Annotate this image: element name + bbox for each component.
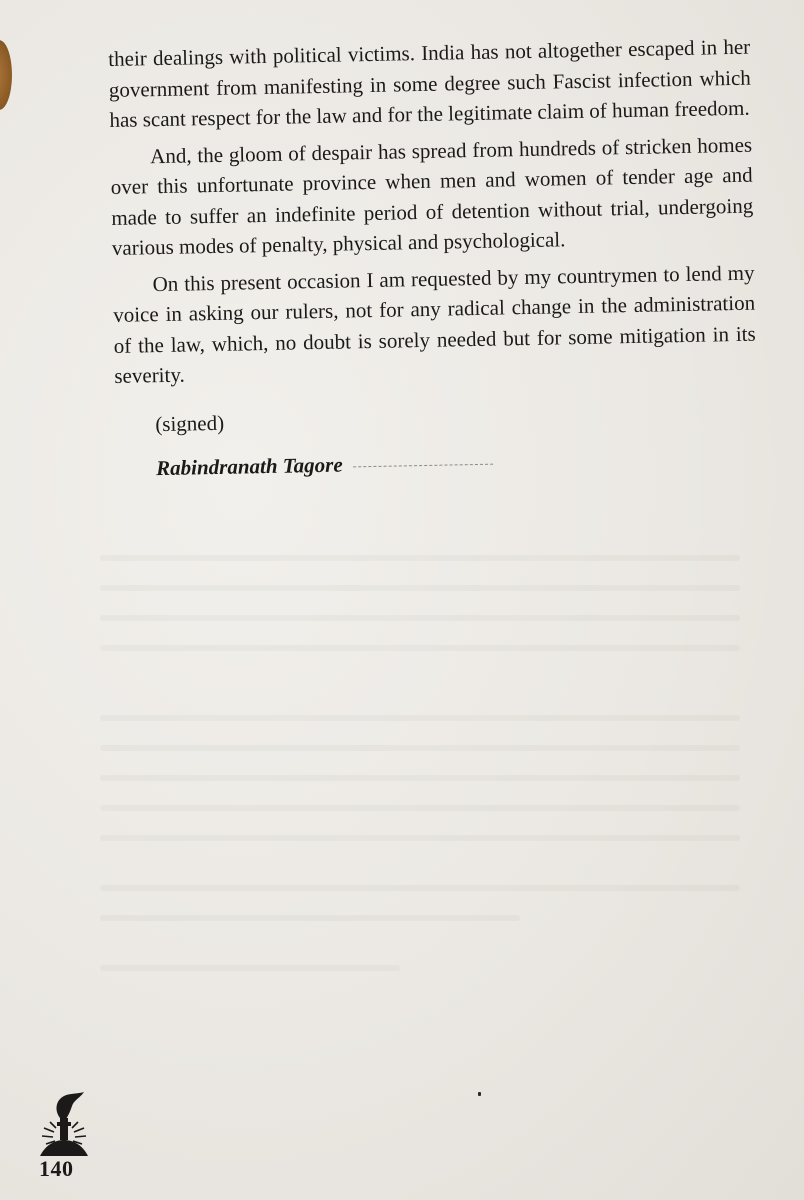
ink-speck — [478, 1092, 481, 1096]
signature-row — [156, 441, 758, 483]
letter-text — [108, 32, 758, 484]
show-through-line — [100, 915, 520, 921]
show-through-line — [100, 805, 740, 811]
show-through-line — [100, 745, 740, 751]
show-through-line — [100, 585, 740, 591]
show-through-line — [100, 555, 740, 561]
show-through-line — [100, 715, 740, 721]
binding-edge — [0, 40, 12, 110]
signed-label: (signed) — [155, 410, 225, 436]
show-through-line — [100, 885, 740, 891]
show-through-line — [100, 615, 740, 621]
show-through-line — [100, 775, 740, 781]
page-number: 140 — [39, 1156, 74, 1181]
signature: Rabindranath Tagore — [155, 452, 343, 480]
paragraph-1: their dealings with political victims. India has not altogether escaped in her government from manifesting in some degree such Fascist infection which has scant respect for the law and for the legitimate claim of human freedom. — [108, 34, 751, 132]
show-through-line — [100, 835, 740, 841]
show-through-line — [100, 965, 400, 971]
torch-emblem-icon — [34, 1088, 94, 1158]
show-through-line — [100, 645, 740, 651]
paragraph-2: And, the gloom of despair has spread from hundreds of stricken homes over this unfortunate province when men and women of tender age and made to suffer an indefinite period of detention without trial, undergoing various modes of penalty, physical and psychological. — [110, 132, 754, 260]
signature-rule — [353, 463, 493, 467]
paragraph-3: On this present occasion I am requested by my countrymen to lend my voice in asking our rulers, not for any radical change in the administration of the law, which, no doubt is sorely needed but for some mitigation in its severity. — [112, 260, 756, 388]
